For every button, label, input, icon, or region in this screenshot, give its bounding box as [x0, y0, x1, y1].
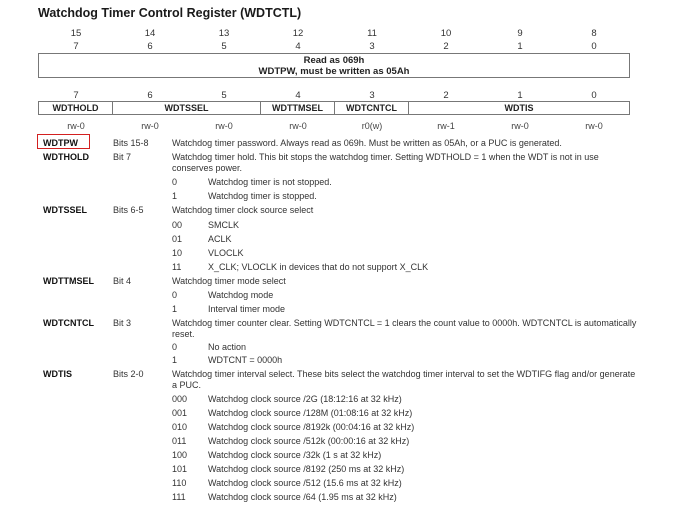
upper-bit-number: 14 — [144, 28, 156, 39]
value-code: 010 — [172, 422, 188, 432]
lower-bit-number: 1 — [517, 90, 523, 101]
access-type: rw-1 — [437, 121, 455, 131]
value-label: SMCLK — [208, 220, 240, 230]
value-code: 1 — [172, 355, 178, 365]
upper-bit-index: 5 — [221, 41, 227, 52]
desc-bits-wdtpw: Bits 15-8 — [113, 138, 149, 148]
upper-bit-index: 4 — [295, 41, 301, 52]
upper-bit-number: 10 — [440, 28, 452, 39]
lower-bit-number: 6 — [147, 90, 153, 101]
desc-text-wdthold: Watchdog timer hold. This bit stops the watchdog timer. Setting WDTHOLD = 1 when the WDT is not in use conserves power. — [172, 152, 599, 173]
lower-bit-number: 0 — [591, 90, 597, 101]
field-row — [38, 101, 630, 115]
upper-bit-number: 13 — [218, 28, 230, 39]
value-code: 011 — [172, 436, 187, 446]
value-label: Watchdog clock source /8192k (00:04:16 at 32 kHz) — [208, 422, 415, 432]
value-code: 1 — [172, 304, 178, 314]
desc-bits-wdtis: Bits 2-0 — [113, 369, 144, 379]
value-label: No action — [208, 342, 247, 352]
value-label: VLOCLK — [208, 248, 244, 258]
value-label: Watchdog clock source /64 (1.95 ms at 32 kHz) — [208, 492, 397, 502]
access-type: rw-0 — [67, 121, 85, 131]
desc-name-wdtssel: WDTSSEL — [43, 205, 87, 215]
desc-text-wdtis: Watchdog timer interval select. These bits select the watchdog timer interval to set the WDTIFG flag and/or generate a PUC. — [172, 369, 636, 390]
desc-bits-wdthold: Bit 7 — [113, 152, 132, 162]
value-code: 001 — [172, 408, 188, 418]
desc-text-wdttmsel: Watchdog timer mode select — [172, 276, 286, 286]
value-label: Watchdog clock source /512k (00:00:16 at 32 kHz) — [208, 436, 410, 446]
value-code: 1 — [172, 191, 178, 201]
desc-bits-wdttmsel: Bit 4 — [113, 276, 132, 286]
access-type: r0(w) — [361, 121, 383, 131]
lower-bit-number: 2 — [443, 90, 449, 101]
upper-bit-index: 1 — [517, 41, 523, 52]
value-label: Watchdog clock source /2G (18:12:16 at 32 kHz) — [208, 394, 402, 404]
value-label: Watchdog mode — [208, 290, 274, 300]
wdtpw-read-note: Read as 069h — [303, 55, 365, 66]
upper-bit-index: 0 — [591, 41, 597, 52]
desc-name-wdthold: WDTHOLD — [43, 152, 89, 162]
value-code: 0 — [172, 177, 178, 187]
value-code: 11 — [172, 262, 182, 272]
value-code: 10 — [172, 248, 183, 258]
value-code: 100 — [172, 450, 188, 460]
desc-text-wdtpw: Watchdog timer password. Always read as 069h. Must be written as 05Ah, or a PUC is generated. — [172, 138, 562, 148]
desc-bits-wdtssel: Bits 6-5 — [113, 205, 144, 215]
value-code: 110 — [172, 478, 187, 488]
value-code: 101 — [172, 464, 188, 474]
access-type: rw-0 — [289, 121, 307, 131]
value-code: 00 — [172, 220, 183, 230]
desc-name-wdtpw: WDTPW — [43, 138, 78, 148]
wdtpw-write-note: WDTPW, must be written as 05Ah — [258, 66, 410, 77]
upper-bit-number: 15 — [70, 28, 82, 39]
lower-bit-number: 7 — [73, 90, 79, 101]
value-label: Watchdog timer is not stopped. — [208, 177, 332, 187]
lower-bit-number: 5 — [221, 90, 227, 101]
value-code: 0 — [172, 290, 178, 300]
field-wdthold: WDTHOLD — [39, 102, 113, 114]
value-label: Watchdog clock source /8192 (250 ms at 32 kHz) — [208, 464, 405, 474]
value-label: WDTCNT = 0000h — [208, 355, 283, 365]
field-wdtssel: WDTSSEL — [113, 102, 261, 114]
upper-bit-index: 2 — [443, 41, 449, 52]
upper-bit-index: 6 — [147, 41, 153, 52]
value-label: Watchdog clock source /512 (15.6 ms at 32 kHz) — [208, 478, 402, 488]
field-wdtcntcl: WDTCNTCL — [335, 102, 409, 114]
desc-name-wdtis: WDTIS — [43, 369, 72, 379]
upper-bit-number: 9 — [517, 28, 523, 39]
value-label: Watchdog clock source /128M (01:08:16 at 32 kHz) — [208, 408, 413, 418]
lower-bit-number: 3 — [369, 90, 375, 101]
access-type: rw-0 — [585, 121, 603, 131]
upper-bit-index: 7 — [73, 41, 79, 52]
value-label: X_CLK; VLOCLK in devices that do not support X_CLK — [208, 262, 429, 272]
desc-text-wdtssel: Watchdog timer clock source select — [172, 205, 314, 215]
value-code: 000 — [172, 394, 188, 404]
value-label: Interval timer mode — [208, 304, 286, 314]
desc-name-wdttmsel: WDTTMSEL — [43, 276, 94, 286]
value-label: ACLK — [208, 234, 232, 244]
desc-text-wdtcntcl: Watchdog timer counter clear. Setting WDTCNTCL = 1 clears the count value to 0000h. WDTCNTCL is automatically reset. — [172, 318, 637, 339]
access-type: rw-0 — [511, 121, 529, 131]
upper-bit-number: 11 — [367, 28, 377, 39]
upper-bit-number: 8 — [591, 28, 597, 39]
lower-bit-number: 4 — [295, 90, 301, 101]
desc-name-wdtcntcl: WDTCNTCL — [43, 318, 94, 328]
value-code: 0 — [172, 342, 178, 352]
field-wdtis: WDTIS — [504, 103, 534, 113]
access-type: rw-0 — [141, 121, 159, 131]
field-wdttmsel: WDTTMSEL — [261, 102, 335, 114]
desc-bits-wdtcntcl: Bit 3 — [113, 318, 132, 328]
register-title: Watchdog Timer Control Register (WDTCTL) — [38, 6, 302, 20]
wdtpw-field-box — [38, 53, 630, 78]
value-label: Watchdog clock source /32k (1 s at 32 kHz) — [208, 450, 382, 460]
value-label: Watchdog timer is stopped. — [208, 191, 317, 201]
access-type: rw-0 — [215, 121, 233, 131]
value-code: 111 — [172, 492, 186, 502]
upper-bit-index: 3 — [369, 41, 375, 52]
value-code: 01 — [172, 234, 183, 244]
upper-bit-number: 12 — [292, 28, 304, 39]
